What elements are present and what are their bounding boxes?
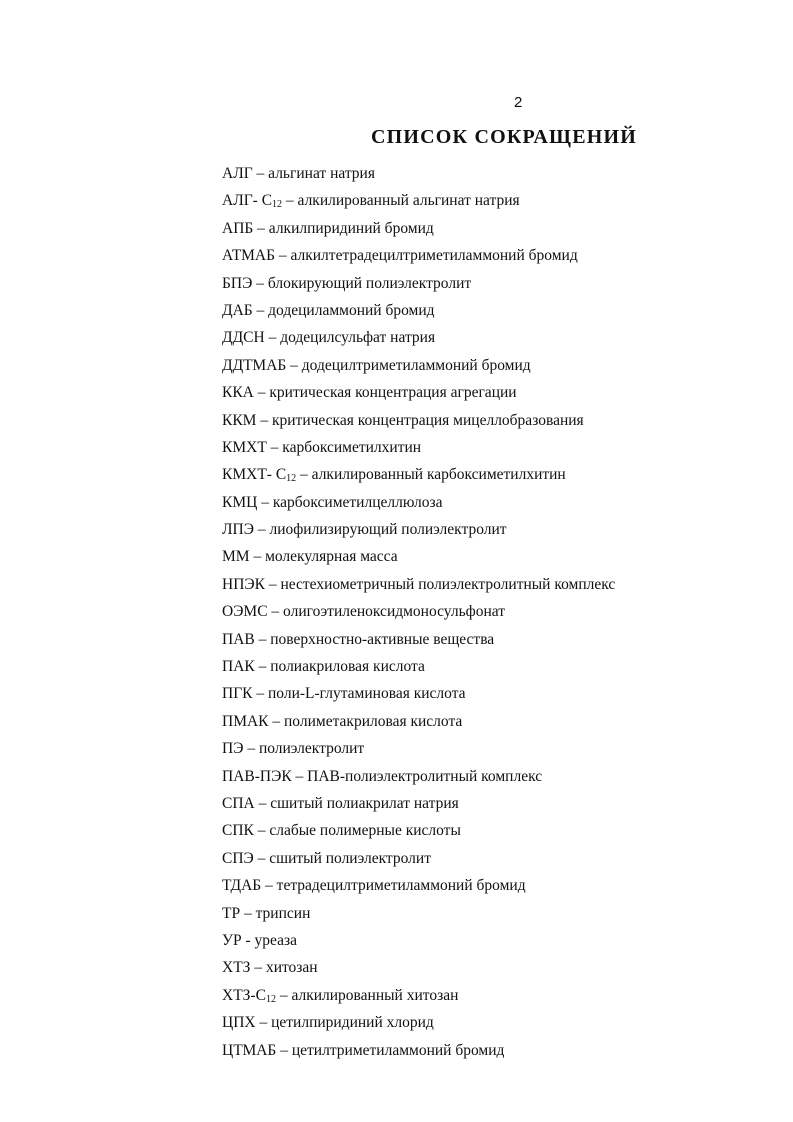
abbreviation-separator: – bbox=[252, 165, 269, 182]
abbreviation-definition: тетрадецилтриметиламмоний бромид bbox=[276, 877, 526, 895]
abbreviation-item bbox=[222, 352, 615, 379]
abbreviation-list bbox=[222, 160, 615, 1064]
abbreviation-separator: – bbox=[240, 904, 256, 922]
abbreviation-definition: сшитый полиэлектролит bbox=[269, 849, 431, 867]
abbreviation-term: ДАБ bbox=[222, 301, 253, 319]
abbreviation-term: КМЦ bbox=[222, 493, 258, 511]
abbreviation-item bbox=[222, 763, 615, 790]
abbreviation-item bbox=[222, 543, 615, 570]
abbreviation-separator: – bbox=[255, 1014, 272, 1032]
abbreviation-item bbox=[222, 270, 615, 297]
abbreviation-item bbox=[222, 653, 615, 680]
abbreviation-separator: – bbox=[268, 712, 285, 730]
abbreviation-definition: полиэлектролит bbox=[258, 740, 365, 758]
abbreviation-definition: ПАВ-полиэлектролитный комплекс bbox=[307, 767, 543, 785]
abbreviation-definition: уреаза bbox=[254, 931, 297, 949]
abbreviation-definition: поли-L-глутаминовая кислота bbox=[268, 685, 466, 703]
abbreviation-separator: – bbox=[253, 822, 270, 840]
abbreviation-item bbox=[222, 626, 615, 653]
page-title: СПИСОК СОКРАЩЕНИЙ bbox=[371, 126, 638, 148]
abbreviation-definition: додециламмоний бромид bbox=[268, 301, 435, 319]
abbreviation-term: ХТЗ-С bbox=[222, 986, 266, 1004]
page-number: 2 bbox=[514, 94, 523, 111]
abbreviation-term: ПМАК bbox=[222, 712, 269, 730]
abbreviation-item bbox=[222, 1009, 615, 1036]
abbreviation-separator: – bbox=[296, 466, 312, 484]
abbreviation-separator: – bbox=[274, 247, 291, 265]
abbreviation-term: АЛГ- С bbox=[222, 192, 273, 210]
abbreviation-item bbox=[222, 872, 615, 899]
abbreviation-definition: поверхностно-активные вещества bbox=[270, 630, 495, 648]
abbreviation-term: ПАК bbox=[222, 658, 255, 676]
abbreviation-term: УР bbox=[222, 931, 242, 949]
abbreviation-definition: додецилсульфат натрия bbox=[280, 329, 436, 347]
abbreviation-term: ККА bbox=[222, 384, 254, 402]
abbreviation-item bbox=[222, 434, 615, 461]
abbreviation-term: ОЭМС bbox=[222, 603, 268, 621]
abbreviation-term: АЛГ bbox=[222, 165, 253, 182]
abbreviation-item bbox=[222, 516, 615, 543]
abbreviation-term: ЦПХ bbox=[222, 1014, 256, 1032]
abbreviation-item bbox=[222, 845, 615, 872]
abbreviation-separator: – bbox=[253, 384, 270, 402]
abbreviation-item bbox=[222, 242, 615, 269]
abbreviation-subscript: 12 bbox=[265, 993, 276, 1005]
abbreviation-term: ТДАБ bbox=[222, 877, 262, 895]
abbreviation-term: ТР bbox=[222, 904, 241, 922]
abbreviation-term: СПА bbox=[222, 794, 255, 812]
abbreviation-definition: полиметакриловая кислота bbox=[284, 712, 463, 730]
abbreviation-item bbox=[222, 187, 615, 214]
abbreviation-definition: полиакриловая кислота bbox=[270, 658, 425, 676]
abbreviation-separator: – bbox=[253, 521, 270, 539]
abbreviation-separator: – bbox=[286, 356, 302, 374]
abbreviation-definition: критическая концентрация мицеллобразования bbox=[271, 411, 584, 429]
abbreviation-definition: лиофилизирующий полиэлектролит bbox=[269, 521, 507, 539]
abbreviation-term: ПЭ bbox=[222, 740, 244, 758]
abbreviation-definition: алкилпиридиний бромид bbox=[268, 219, 434, 237]
abbreviation-definition: цетилпиридиний хлорид bbox=[271, 1014, 434, 1032]
abbreviation-definition: критическая концентрация агрегации bbox=[269, 384, 517, 402]
abbreviation-item bbox=[222, 817, 615, 844]
abbreviation-definition: алкилированный хитозан bbox=[291, 986, 459, 1004]
abbreviation-subscript: 12 bbox=[286, 473, 297, 485]
abbreviation-separator: – bbox=[267, 603, 284, 621]
abbreviation-item bbox=[222, 598, 615, 625]
abbreviation-term: ДДТМАБ bbox=[222, 356, 287, 374]
abbreviation-item bbox=[222, 927, 615, 954]
abbreviation-definition: блокирующий полиэлектролит bbox=[267, 274, 472, 292]
abbreviation-separator: – bbox=[257, 493, 273, 511]
abbreviation-separator: – bbox=[243, 740, 259, 758]
abbreviation-definition: сшитый полиакрилат натрия bbox=[270, 794, 459, 812]
abbreviation-separator: – bbox=[253, 219, 269, 237]
abbreviation-definition: молекулярная масса bbox=[265, 548, 398, 566]
abbreviation-definition: слабые полимерные кислоты bbox=[269, 822, 461, 840]
abbreviation-definition: алкилированный карбоксиметилхитин bbox=[311, 466, 566, 484]
abbreviation-term: ММ bbox=[222, 548, 250, 566]
abbreviation-separator: – bbox=[252, 685, 268, 703]
abbreviation-term: СПК bbox=[222, 822, 254, 840]
abbreviation-definition: трипсин bbox=[255, 904, 311, 922]
abbreviation-subscript: 12 bbox=[272, 199, 283, 211]
abbreviation-definition: олигоэтиленоксидмоносульфонат bbox=[283, 603, 505, 621]
abbreviation-item bbox=[222, 215, 615, 242]
abbreviation-item bbox=[222, 1037, 615, 1064]
abbreviation-term: ДДСН bbox=[222, 329, 265, 347]
abbreviation-item bbox=[222, 407, 615, 434]
abbreviation-term: БПЭ bbox=[222, 274, 253, 292]
abbreviation-term: ХТЗ bbox=[222, 959, 251, 977]
abbreviation-separator: – bbox=[282, 192, 298, 210]
abbreviation-term: АТМАБ bbox=[222, 247, 275, 265]
abbreviation-item bbox=[222, 680, 615, 707]
abbreviation-separator: – bbox=[276, 1041, 292, 1059]
abbreviation-item bbox=[222, 900, 615, 927]
abbreviation-item bbox=[222, 954, 615, 981]
abbreviation-item bbox=[222, 735, 615, 762]
abbreviation-separator: – bbox=[253, 849, 270, 867]
abbreviation-term: КМХТ bbox=[222, 438, 267, 456]
abbreviation-definition: алкилированный альгинат натрия bbox=[297, 192, 520, 210]
abbreviation-definition: алкилтетрадецилтриметиламмоний бромид bbox=[290, 247, 578, 265]
abbreviation-separator: – bbox=[252, 274, 268, 292]
abbreviation-term: ПГК bbox=[222, 685, 253, 703]
abbreviation-separator: – bbox=[291, 767, 308, 785]
abbreviation-definition: нестехиометричный полиэлектролитный комплекс bbox=[280, 575, 616, 593]
abbreviation-item bbox=[222, 489, 615, 516]
abbreviation-item bbox=[222, 461, 615, 488]
abbreviation-separator: – bbox=[264, 575, 281, 593]
abbreviation-separator: – bbox=[249, 548, 266, 566]
abbreviation-definition: карбоксиметилхитин bbox=[282, 438, 422, 456]
abbreviation-separator: – bbox=[256, 411, 272, 429]
abbreviation-item bbox=[222, 790, 615, 817]
abbreviation-item bbox=[222, 708, 615, 735]
abbreviation-term: ПАВ bbox=[222, 630, 255, 648]
abbreviation-separator: – bbox=[254, 658, 271, 676]
abbreviation-separator: – bbox=[252, 301, 269, 319]
abbreviation-definition: альгинат натрия bbox=[268, 165, 375, 182]
abbreviation-separator: – bbox=[254, 794, 271, 812]
abbreviation-term: СПЭ bbox=[222, 849, 254, 867]
abbreviation-term: КМХТ- С bbox=[222, 466, 287, 484]
abbreviation-separator: – bbox=[250, 959, 266, 977]
abbreviation-item bbox=[222, 379, 615, 406]
abbreviation-item bbox=[222, 324, 615, 351]
abbreviation-term: ЛПЭ bbox=[222, 521, 254, 539]
abbreviation-term: ЦТМАБ bbox=[222, 1041, 277, 1059]
abbreviation-term: НПЭК bbox=[222, 575, 265, 593]
abbreviation-separator: – bbox=[266, 438, 283, 456]
abbreviation-term: АПБ bbox=[222, 219, 254, 237]
abbreviation-definition: додецилтриметиламмоний бромид bbox=[301, 356, 531, 374]
abbreviation-separator: - bbox=[241, 931, 255, 949]
abbreviation-definition: карбоксиметилцеллюлоза bbox=[272, 493, 443, 511]
abbreviation-definition: хитозан bbox=[265, 959, 318, 977]
abbreviation-term: ПАВ-ПЭК bbox=[222, 767, 292, 785]
abbreviation-item bbox=[222, 982, 615, 1009]
abbreviation-term: ККМ bbox=[222, 411, 257, 429]
abbreviation-separator: – bbox=[261, 877, 277, 895]
abbreviation-item bbox=[222, 571, 615, 598]
abbreviation-separator: – bbox=[264, 329, 281, 347]
abbreviation-definition: цетилтриметиламмоний бромид bbox=[291, 1041, 505, 1059]
abbreviation-item bbox=[222, 160, 615, 187]
abbreviation-separator: – bbox=[254, 630, 271, 648]
abbreviation-item bbox=[222, 297, 615, 324]
abbreviation-separator: – bbox=[275, 986, 292, 1004]
